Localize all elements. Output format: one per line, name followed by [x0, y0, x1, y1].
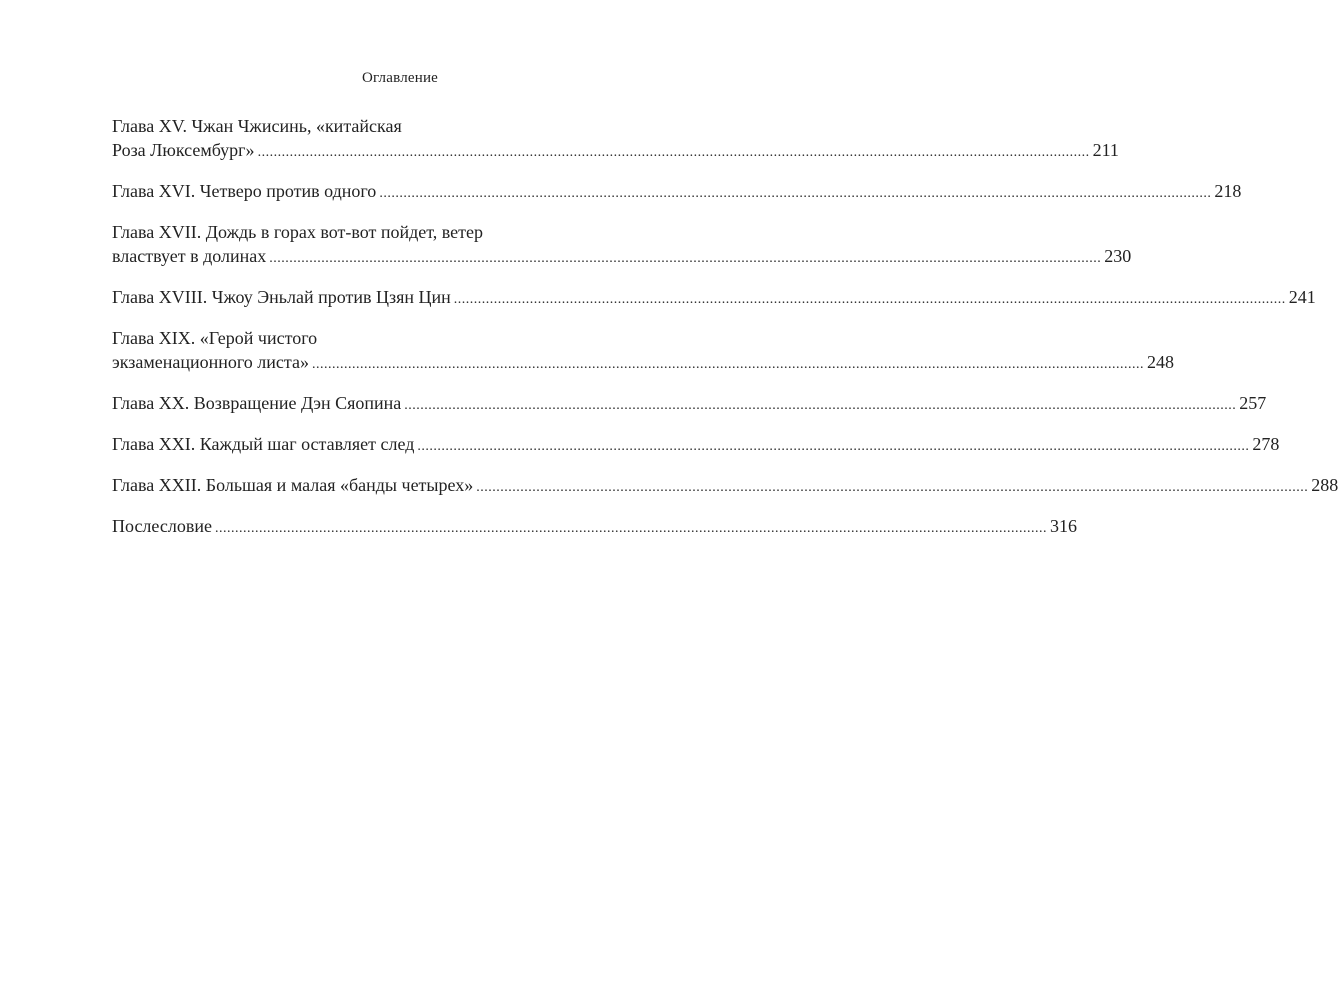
toc-page-number: 278: [1252, 434, 1280, 454]
toc-page-number: 257: [1239, 393, 1267, 413]
toc-entry-title: Глава XVIII. Чжоу Эньлай против Цзян Цин: [112, 287, 451, 307]
toc-entry-title: Глава XVI. Четверо против одного: [112, 181, 377, 201]
dot-leader: [473, 476, 1311, 500]
toc-entry-title: Глава XIX. «Герой чистого: [112, 328, 318, 348]
toc-page-number: 248: [1146, 352, 1174, 372]
dot-leader: [401, 394, 1239, 418]
toc-entry-title-continued: Роза Люксембург»: [112, 140, 255, 160]
toc-entry-chapter-21[interactable]: [112, 432, 1280, 459]
toc-entry-title: Глава XXI. Каждый шаг оставляет след: [112, 434, 415, 454]
toc-entry-line: [112, 179, 1242, 206]
toc-page-number: 211: [1092, 140, 1119, 160]
toc-entry-afterword[interactable]: [112, 514, 1077, 541]
toc-entry-chapter-16[interactable]: [112, 179, 1242, 206]
toc-entry-line: [112, 391, 1267, 418]
page-title: Оглавление: [361, 70, 439, 86]
toc-entry-chapter-18[interactable]: [112, 285, 1316, 312]
dot-leader: [255, 141, 1093, 165]
dot-leader: [212, 517, 1050, 541]
toc-entry-line: [112, 244, 1132, 271]
toc-entry-line: [112, 514, 1077, 541]
toc-entry-chapter-15[interactable]: [112, 114, 1119, 165]
toc-entry-title: Глава XX. Возвращение Дэн Сяопина: [112, 393, 402, 413]
toc-entry-line: [112, 326, 657, 350]
toc-entry-line: [112, 138, 1119, 165]
toc-entry-chapter-19[interactable]: [112, 326, 1174, 377]
dot-leader: [266, 247, 1104, 271]
toc-entry-line: [112, 285, 1316, 312]
toc-entry-title: Глава XVII. Дождь в горах вот-вот пойдет, ветер: [112, 222, 483, 242]
toc-entry-chapter-22[interactable]: [112, 473, 1338, 500]
dot-leader: [451, 288, 1289, 312]
toc-entry-line: [112, 432, 1280, 459]
table-of-contents: [112, 114, 1338, 555]
toc-entry-line: [112, 220, 657, 244]
toc-entry-chapter-17[interactable]: [112, 220, 1132, 271]
toc-entry-title-continued: властвует в долинах: [112, 246, 267, 266]
dot-leader: [309, 353, 1147, 377]
toc-entry-line: [112, 114, 657, 138]
toc-entry-title: Послесловие: [112, 516, 212, 536]
toc-page-number: 288: [1311, 475, 1338, 495]
toc-entry-line: [112, 473, 1338, 500]
toc-entry-chapter-20[interactable]: [112, 391, 1267, 418]
toc-entry-title-continued: экзаменационного листа»: [112, 352, 309, 372]
toc-entry-title: Глава XV. Чжан Чжисинь, «китайская: [112, 116, 402, 136]
toc-page-number: 241: [1288, 287, 1316, 307]
toc-entry-title: Глава XXII. Большая и малая «банды четырех»: [112, 475, 474, 495]
toc-page-number: 230: [1104, 246, 1132, 266]
toc-page-number: 218: [1214, 181, 1242, 201]
dot-leader: [414, 435, 1252, 459]
toc-entry-line: [112, 350, 1174, 377]
toc-page-number: 316: [1049, 516, 1077, 536]
dot-leader: [376, 182, 1214, 206]
